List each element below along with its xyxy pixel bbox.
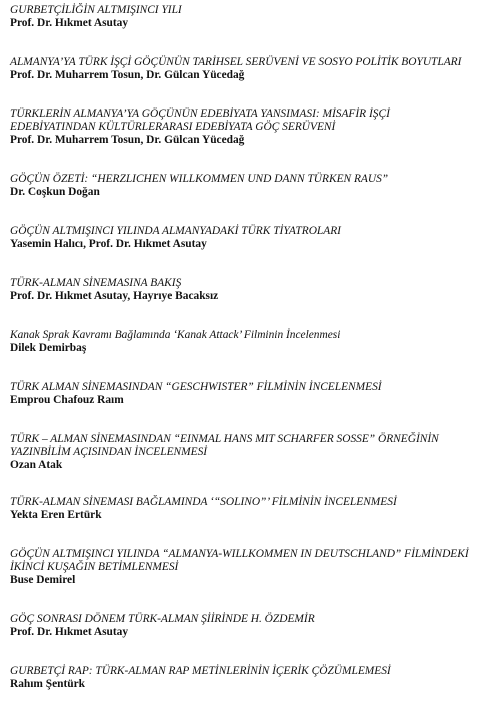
entry-authors: Prof. Dr. Hıkmet Asutay, Hayrıye Bacaksız <box>10 290 219 302</box>
entry-title: GURBETÇİ RAP: TÜRK-ALMAN RAP METİNLERİNİN İÇERİK ÇÖZÜMLEMESİ <box>10 665 391 677</box>
entry-title: GURBETÇİLİĞİN ALTMIŞINCI YILI <box>10 4 182 16</box>
entry-title: GÖÇÜN ALTMIŞINCI YILINDA ALMANYADAKİ TÜRK TİYATROLARI <box>10 225 341 237</box>
entry-authors: Prof. Dr. Muharrem Tosun, Dr. Gülcan Yücedağ <box>10 134 245 146</box>
entry-authors: Prof. Dr. Hıkmet Asutay <box>10 626 129 638</box>
entry-authors: Yekta Eren Ertürk <box>10 509 102 521</box>
toc-entry <box>10 56 482 82</box>
entry-title: TÜRK ALMAN SİNEMASINDAN “GESCHWISTER” FİLMİNİN İNCELENMESİ <box>10 381 382 393</box>
toc-entry <box>10 173 482 199</box>
toc-entry <box>10 108 482 147</box>
toc-entry <box>10 613 482 639</box>
toc-entry <box>10 665 482 691</box>
entry-authors: Rahım Şentürk <box>10 678 86 690</box>
entry-authors: Buse Demirel <box>10 574 76 586</box>
entry-authors: Prof. Dr. Muharrem Tosun, Dr. Gülcan Yücedağ <box>10 69 245 81</box>
entry-title: GÖÇÜN ÖZETİ: “HERZLICHEN WILLKOMMEN UND DANN TÜRKEN RAUS” <box>10 173 389 185</box>
entry-title: TÜRK – ALMAN SİNEMASINDAN “EINMAL HANS MIT SCHARFER SOSSE” ÖRNEĞİNİN YAZINBİLİM AÇISINDAN İNCELENMESİ <box>10 433 439 458</box>
toc-entry <box>10 548 482 587</box>
toc-entry <box>10 225 482 251</box>
entry-title: ALMANYA’YA TÜRK İŞÇİ GÖÇÜNÜN TARİHSEL SERÜVENİ VE SOSYO POLİTİK BOYUTLARI <box>10 56 462 68</box>
toc-entry <box>10 329 482 355</box>
entry-authors: Ozan Atak <box>10 459 63 471</box>
toc-entry <box>10 381 482 407</box>
entry-authors: Prof. Dr. Hıkmet Asutay <box>10 17 129 29</box>
entry-authors: Dr. Coşkun Doğan <box>10 186 100 198</box>
entry-authors: Yasemin Halıcı, Prof. Dr. Hıkmet Asutay <box>10 238 207 250</box>
toc-entry <box>10 277 482 303</box>
entry-title: Kanak Sprak Kavramı Bağlamında ‘Kanak Attack’ Filminin İncelenmesi <box>10 329 341 341</box>
entry-authors: Emprou Chafouz Raım <box>10 394 124 406</box>
entry-title: TÜRKLERİN ALMANYA’YA GÖÇÜNÜN EDEBİYATA YANSIMASI: MİSAFİR İŞÇİ EDEBİYATINDAN KÜLTÜRLERARASI EDEBİYATA GÖÇ SERÜVENİ <box>10 108 390 133</box>
entry-title: TÜRK-ALMAN SİNEMASI BAĞLAMINDA ‘“SOLINO”’ FİLMİNİN İNCELENMESİ <box>10 496 397 508</box>
entry-title: TÜRK-ALMAN SİNEMASINA BAKIŞ <box>10 277 182 289</box>
entry-authors: Dilek Demirbaş <box>10 342 87 354</box>
toc-entry <box>10 433 482 472</box>
toc-entry <box>10 496 482 522</box>
toc-entry <box>10 4 482 30</box>
entry-title: GÖÇÜN ALTMIŞINCI YILINDA “ALMANYA-WILLKOMMEN IN DEUTSCHLAND” FİLMİNDEKİ İKİNCİ KUŞAĞIN BETİMLENMESİ <box>10 548 469 573</box>
entry-title: GÖÇ SONRASI DÖNEM TÜRK-ALMAN ŞİİRİNDE H. ÖZDEMİR <box>10 613 315 625</box>
